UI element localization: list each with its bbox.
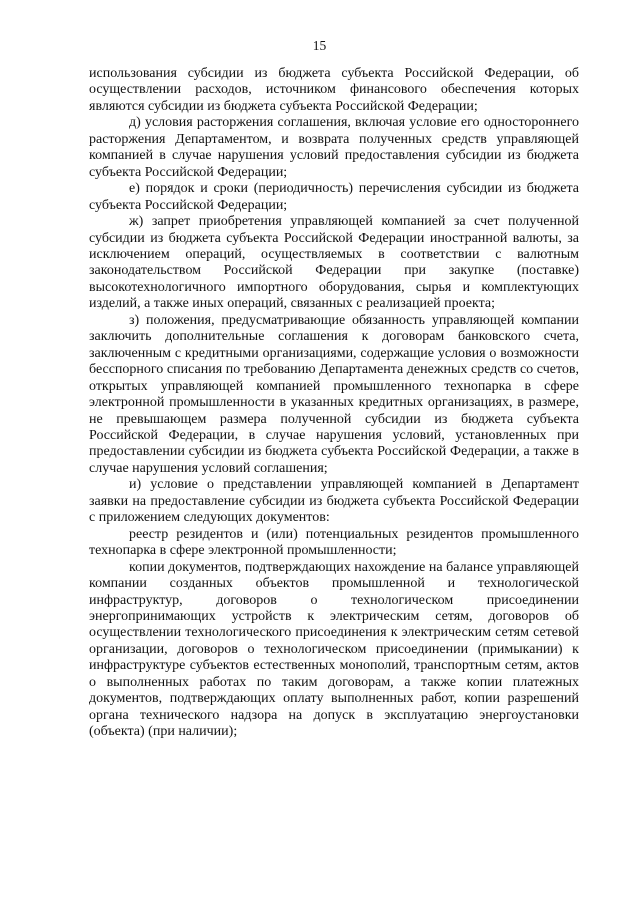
paragraph-item-e: е) порядок и сроки (периодичность) перечисления субсидии из бюджета субъекта Российской Федерации; xyxy=(89,181,579,213)
paragraph-residents-registry: реестр резидентов и (или) потенциальных резидентов промышленного технопарка в сфере электронной промышленности; xyxy=(89,526,579,559)
page-number: 15 xyxy=(312,38,327,53)
document-body xyxy=(89,66,579,741)
paragraph-item-z: з) положения, предусматривающие обязанность управляющей компании заключить дополнительные соглашения к договорам банковского счета, заключенным с кредитными организациями, содержащие условия о возможности бесспорного списания по требованию Департамента денежных средств со счетов, открытых управляющей компанией промышленного технопарка в сфере электронной промышленности в указанных кредитных организациях, в размере, не превышающем размера полученной субсидии из бюджета субъекта Российской Федерации, в случае нарушения условий, установленных при предоставлении субсидии из бюджета субъекта Российской Федерации, а также в случае нарушения условий соглашения; xyxy=(89,312,579,476)
paragraph-item-i: и) условие о представлении управляющей компанией в Департамент заявки на предоставление субсидии из бюджета субъекта Российской Федерации с приложением следующих документов: xyxy=(89,477,579,526)
paragraph-document-copies: копии документов, подтверждающих нахождение на балансе управляющей компании созданных объектов промышленной и технологической инфраструктур, договоров о технологическом присоединении энергопринимающих устройств к электрическим сетям, договоров об осуществлении технологического присоединения к электрическим сетям сетевой организации, договоров о технологическом присоединении (примыкании) к инфраструктуре субъектов естественных монополий, транспортным сетям, актов о выполненных работах по таким договорам, а также копии платежных документов, подтверждающих оплату выполненных работ, копии разрешений органа технического надзора на допуск в эксплуатацию энергоустановки (объекта) (при наличии); xyxy=(89,559,579,740)
paragraph-continuation: использования субсидии из бюджета субъекта Российской Федерации, об осуществлении расходов, источником финансового обеспечения которых являются субсидии из бюджета субъекта Российской Федерации; xyxy=(89,66,579,114)
paragraph-item-d: д) условия расторжения соглашения, включая условие его одностороннего расторжения Департаментом, и возврата полученных средств управляющей компанией в случае нарушения условий предоставления субсидии из бюджета субъекта Российской Федерации; xyxy=(89,115,579,180)
paragraph-item-zh: ж) запрет приобретения управляющей компанией за счет полученной субсидии из бюджета субъекта Российской Федерации иностранной валюты, за исключением операций, осуществляемых в соответствии с валютным законодательством Российской Федерации при закупке (поставке) высокотехнологичного импортного оборудования, сырья и комплектующих изделий, а также иных операций, связанных с реализацией проекта; xyxy=(89,214,579,312)
